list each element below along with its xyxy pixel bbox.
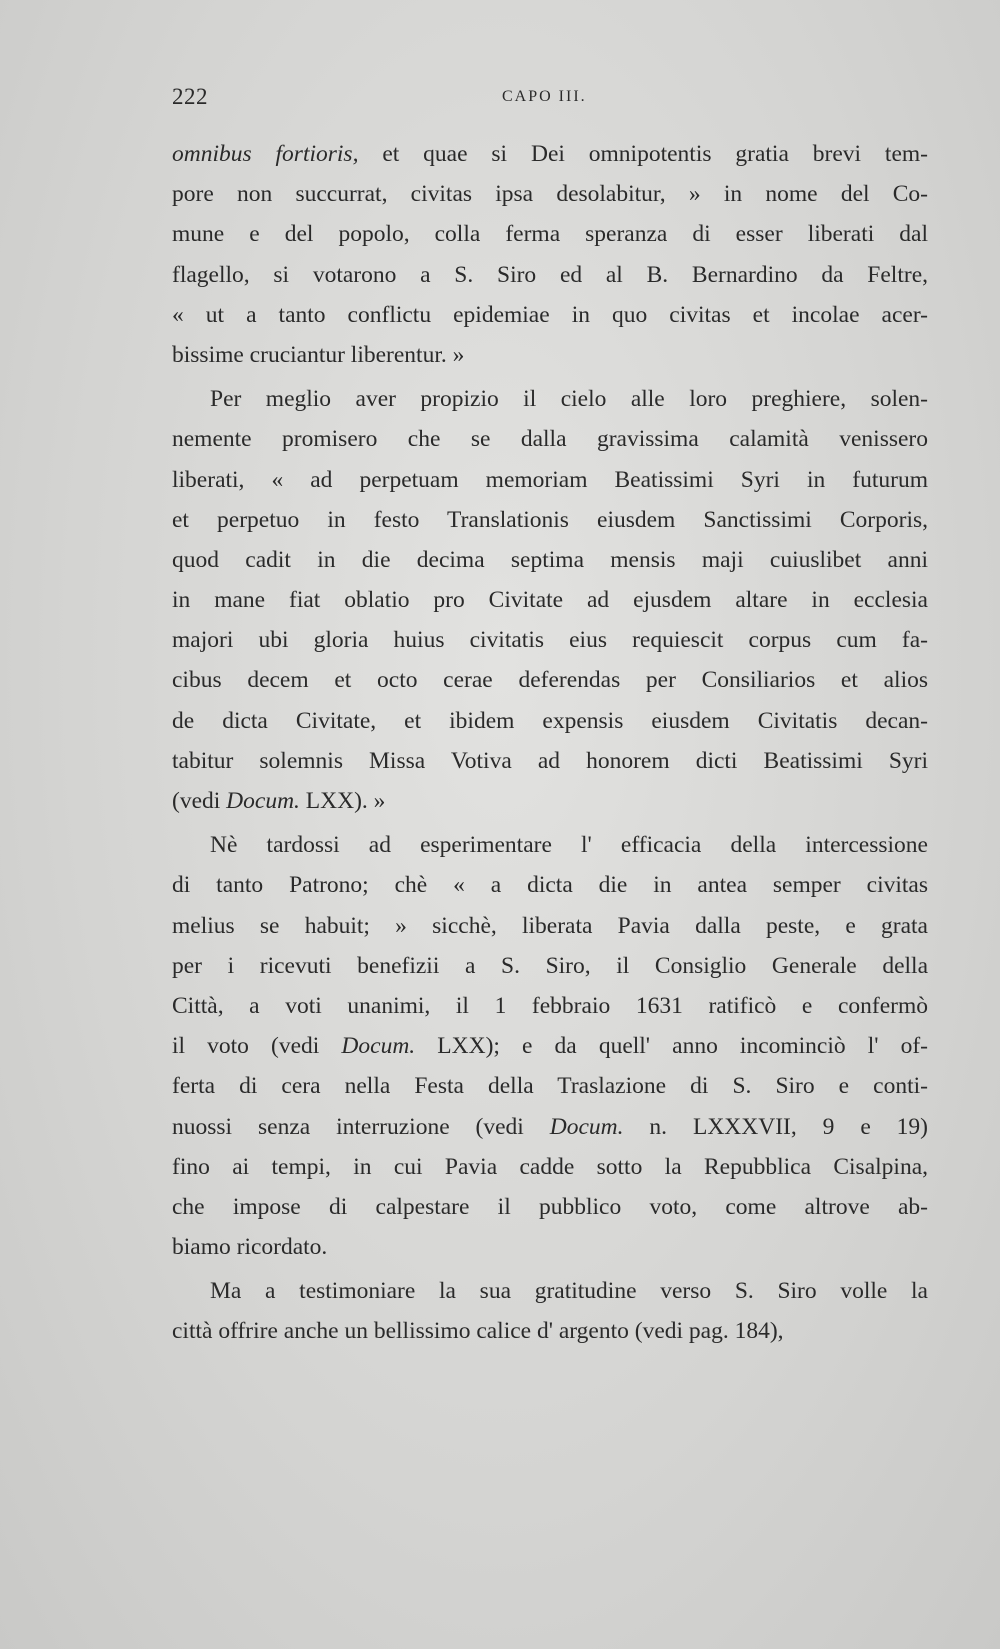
text-run: mune e del popolo, colla ferma speranza di esser liberati dal: [172, 221, 928, 248]
text-line: [172, 580, 928, 620]
text-line: [172, 1147, 928, 1187]
text-run: de dicta Civitate, et ibidem expensis eiusdem Civitatis decan-: [172, 707, 928, 734]
text-line: [172, 825, 928, 865]
text-run: per i ricevuti benefizii a S. Siro, il Consiglio Generale della: [172, 952, 928, 979]
text-run: « ut a tanto conflictu epidemiae in quo civitas et incolae acer-: [172, 301, 928, 328]
text-line: [172, 781, 928, 821]
paragraph: [172, 825, 928, 1267]
text-line: [172, 335, 928, 375]
text-line: [172, 1271, 928, 1311]
text-line: [172, 1026, 928, 1066]
italic-run: omnibus fortioris,: [172, 141, 359, 167]
text-run: nemente promisero che se dalla gravissima calamità venissero: [172, 426, 928, 453]
paragraph: [172, 1271, 928, 1351]
text-line: [172, 1227, 928, 1267]
text-line: [172, 701, 928, 741]
text-line: [172, 460, 928, 500]
text-line: [172, 1066, 928, 1106]
text-run: bissime cruciantur liberentur. »: [172, 341, 465, 368]
italic-run: Docum.: [226, 788, 300, 814]
text-run: melius se habuit; » sicchè, liberata Pavia dalla peste, e grata: [172, 912, 928, 939]
text-line: [172, 986, 928, 1026]
text-run: pore non succurrat, civitas ipsa desolabitur, » in nome del Co-: [172, 181, 928, 208]
text-line: [172, 419, 928, 459]
text-run: biamo ricordato.: [172, 1234, 328, 1261]
text-run: LXX). »: [299, 788, 386, 814]
text-run: et perpetuo in festo Translationis eiusdem Sanctissimi Corporis,: [172, 506, 928, 533]
page-number: 222: [172, 84, 208, 109]
text-run: tabitur solemnis Missa Votiva ad honorem dicti Beatissimi Syri: [172, 747, 928, 774]
text-line: [172, 134, 928, 174]
text-run: majori ubi gloria huius civitatis eius requiescit corpus cum fa-: [172, 627, 928, 654]
text-run: il voto (vedi: [172, 1033, 342, 1060]
text-line: [172, 620, 928, 660]
text-line: [172, 741, 928, 781]
body-text: [172, 134, 928, 1352]
text-run: che impose di calpestare il pubblico voto, come altrove ab-: [172, 1193, 928, 1220]
italic-run: Docum.: [341, 1033, 416, 1060]
text-run: n. LXXXVII, 9 e 19): [623, 1113, 928, 1140]
text-line: [172, 214, 928, 254]
paragraph: [172, 379, 928, 821]
text-run: Ma a testimoniare la sua gratitudine verso S. Siro volle la: [210, 1278, 928, 1305]
text-line: [172, 1311, 928, 1351]
paragraph: [172, 134, 928, 375]
text-run: ferta di cera nella Festa della Traslazione di S. Siro e conti-: [172, 1073, 928, 1100]
text-run: fino ai tempi, in cui Pavia cadde sotto la Repubblica Cisalpina,: [172, 1153, 928, 1180]
text-run: Per meglio aver propizio il cielo alle loro preghiere, solen-: [210, 386, 928, 413]
text-run: et quae si Dei omnipotentis gratia brevi tem-: [358, 141, 928, 167]
text-line: [172, 174, 928, 214]
text-run: Città, a voti unanimi, il 1 febbraio 1631 ratificò e confermò: [172, 992, 928, 1019]
text-run: città offrire anche un bellissimo calice d' argento (vedi pag. 184),: [172, 1318, 784, 1345]
text-run: quod cadit in die decima septima mensis maji cuiuslibet anni: [172, 546, 928, 573]
text-line: [172, 906, 928, 946]
text-line: [172, 295, 928, 335]
text-run: cibus decem et octo cerae deferendas per Consiliarios et alios: [172, 667, 928, 694]
text-line: [172, 540, 928, 580]
text-line: [172, 1187, 928, 1227]
text-run: liberati, « ad perpetuam memoriam Beatissimi Syri in futurum: [172, 466, 928, 493]
text-run: (vedi: [172, 788, 227, 814]
italic-run: Docum.: [549, 1113, 624, 1140]
text-line: [172, 660, 928, 700]
text-run: flagello, si votarono a S. Siro ed al B. Bernardino da Feltre,: [172, 261, 928, 288]
text-run: Nè tardossi ad esperimentare l' efficacia della intercessione: [210, 832, 928, 859]
text-line: [172, 865, 928, 905]
text-line: [172, 946, 928, 986]
page-header: [172, 84, 932, 114]
text-run: in mane fiat oblatio pro Civitate ad ejusdem altare in ecclesia: [172, 587, 928, 614]
text-run: LXX); e da quell' anno incominciò l' of-: [415, 1033, 928, 1060]
text-line: [172, 255, 928, 295]
text-line: [172, 379, 928, 419]
text-line: [172, 500, 928, 540]
running-head: CAPO III.: [502, 88, 587, 105]
text-line: [172, 1107, 928, 1147]
text-run: nuossi senza interruzione (vedi: [172, 1113, 550, 1140]
text-run: di tanto Patrono; chè « a dicta die in antea semper civitas: [172, 872, 928, 899]
